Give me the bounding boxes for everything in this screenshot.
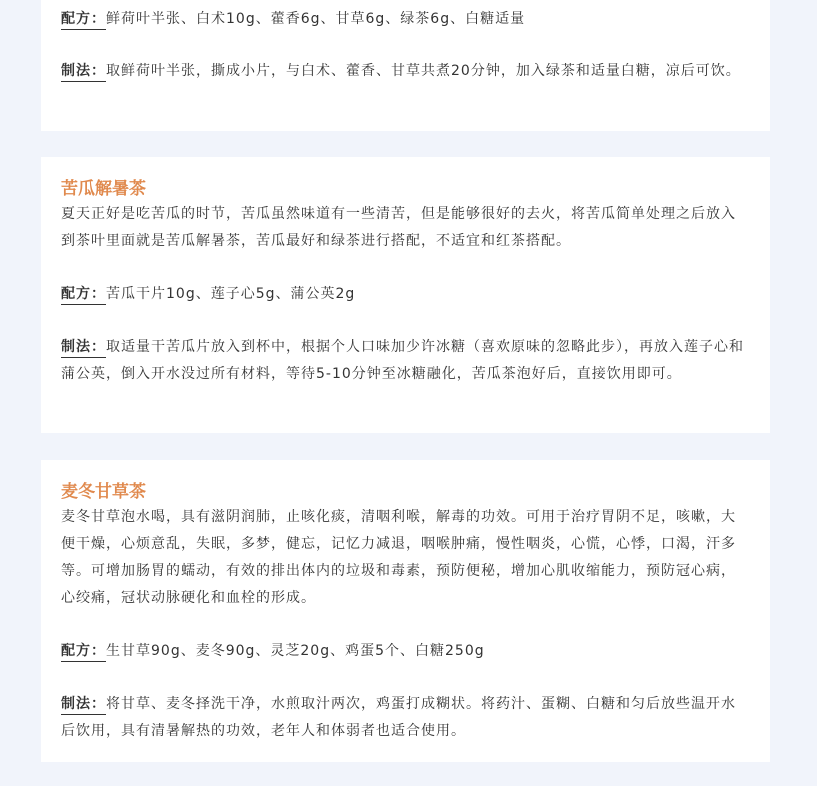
recipe-card-2 [41,157,770,433]
recipe-text: 鲜荷叶半张、白术10g、藿香6g、甘草6g、绿茶6g、白糖适量 [106,11,526,27]
recipe-label: 配方： [61,284,106,305]
spacer [61,308,750,334]
section-title: 麦冬甘草茶 [61,482,146,502]
spacer [61,665,750,691]
method-label: 制法： [61,61,106,82]
intro-paragraph: 麦冬甘草泡水喝，具有滋阴润肺，止咳化痰，清咽利喉，解毒的功效。可用于治疗胃阴不足，咳嗽，大便干燥，心烦意乱，失眠，多梦，健忘，记忆力减退，咽喉肿痛，慢性咽炎，心慌，心悸，口渴，汗多等。可增加肠胃的蠕动，有效的排出体内的垃圾和毒素，预防便秘，增加心肌收缩能力，预防冠心病，心绞痛，冠状动脉硬化和血栓的形成。 [61,509,736,606]
method-text: 取鲜荷叶半张，撕成小片，与白术、藿香、甘草共煮20分钟，加入绿茶和适量白糖，凉后可饮。 [106,63,741,79]
recipe-label: 配方： [61,9,106,30]
section-title: 苦瓜解暑茶 [61,179,146,199]
recipe-paragraph [61,281,750,308]
intro-paragraph: 夏天正好是吃苦瓜的时节，苦瓜虽然味道有一些清苦，但是能够很好的去火，将苦瓜简单处理之后放入到茶叶里面就是苦瓜解暑茶，苦瓜最好和绿茶进行搭配，不适宜和红茶搭配。 [61,206,736,249]
spacer [61,33,750,58]
recipe-text: 生甘草90g、麦冬90g、灵芝20g、鸡蛋5个、白糖250g [106,643,485,659]
method-label: 制法： [61,337,106,358]
recipe-card-3 [41,460,770,762]
method-label: 制法： [61,694,106,715]
method-text: 取适量干苦瓜片放入到杯中，根据个人口味加少许冰糖（喜欢原味的忽略此步），再放入莲子心和蒲公英，倒入开水没过所有材料，等待5-10分钟至冰糖融化，苦瓜茶泡好后，直接饮用即可。 [61,339,744,382]
spacer [61,612,750,638]
method-paragraph [61,58,750,85]
recipe-card-1 [41,0,770,131]
recipe-paragraph [61,6,750,33]
recipe-text: 苦瓜干片10g、莲子心5g、蒲公英2g [106,286,356,302]
recipe-paragraph [61,638,750,665]
method-text: 将甘草、麦冬择洗干净，水煎取汁两次，鸡蛋打成糊状。将药汁、蛋糊、白糖和匀后放些温开水后饮用，具有清暑解热的功效，老年人和体弱者也适合使用。 [61,696,736,739]
recipe-label: 配方： [61,641,106,662]
method-paragraph [61,334,750,388]
spacer [61,255,750,281]
method-paragraph [61,691,750,745]
